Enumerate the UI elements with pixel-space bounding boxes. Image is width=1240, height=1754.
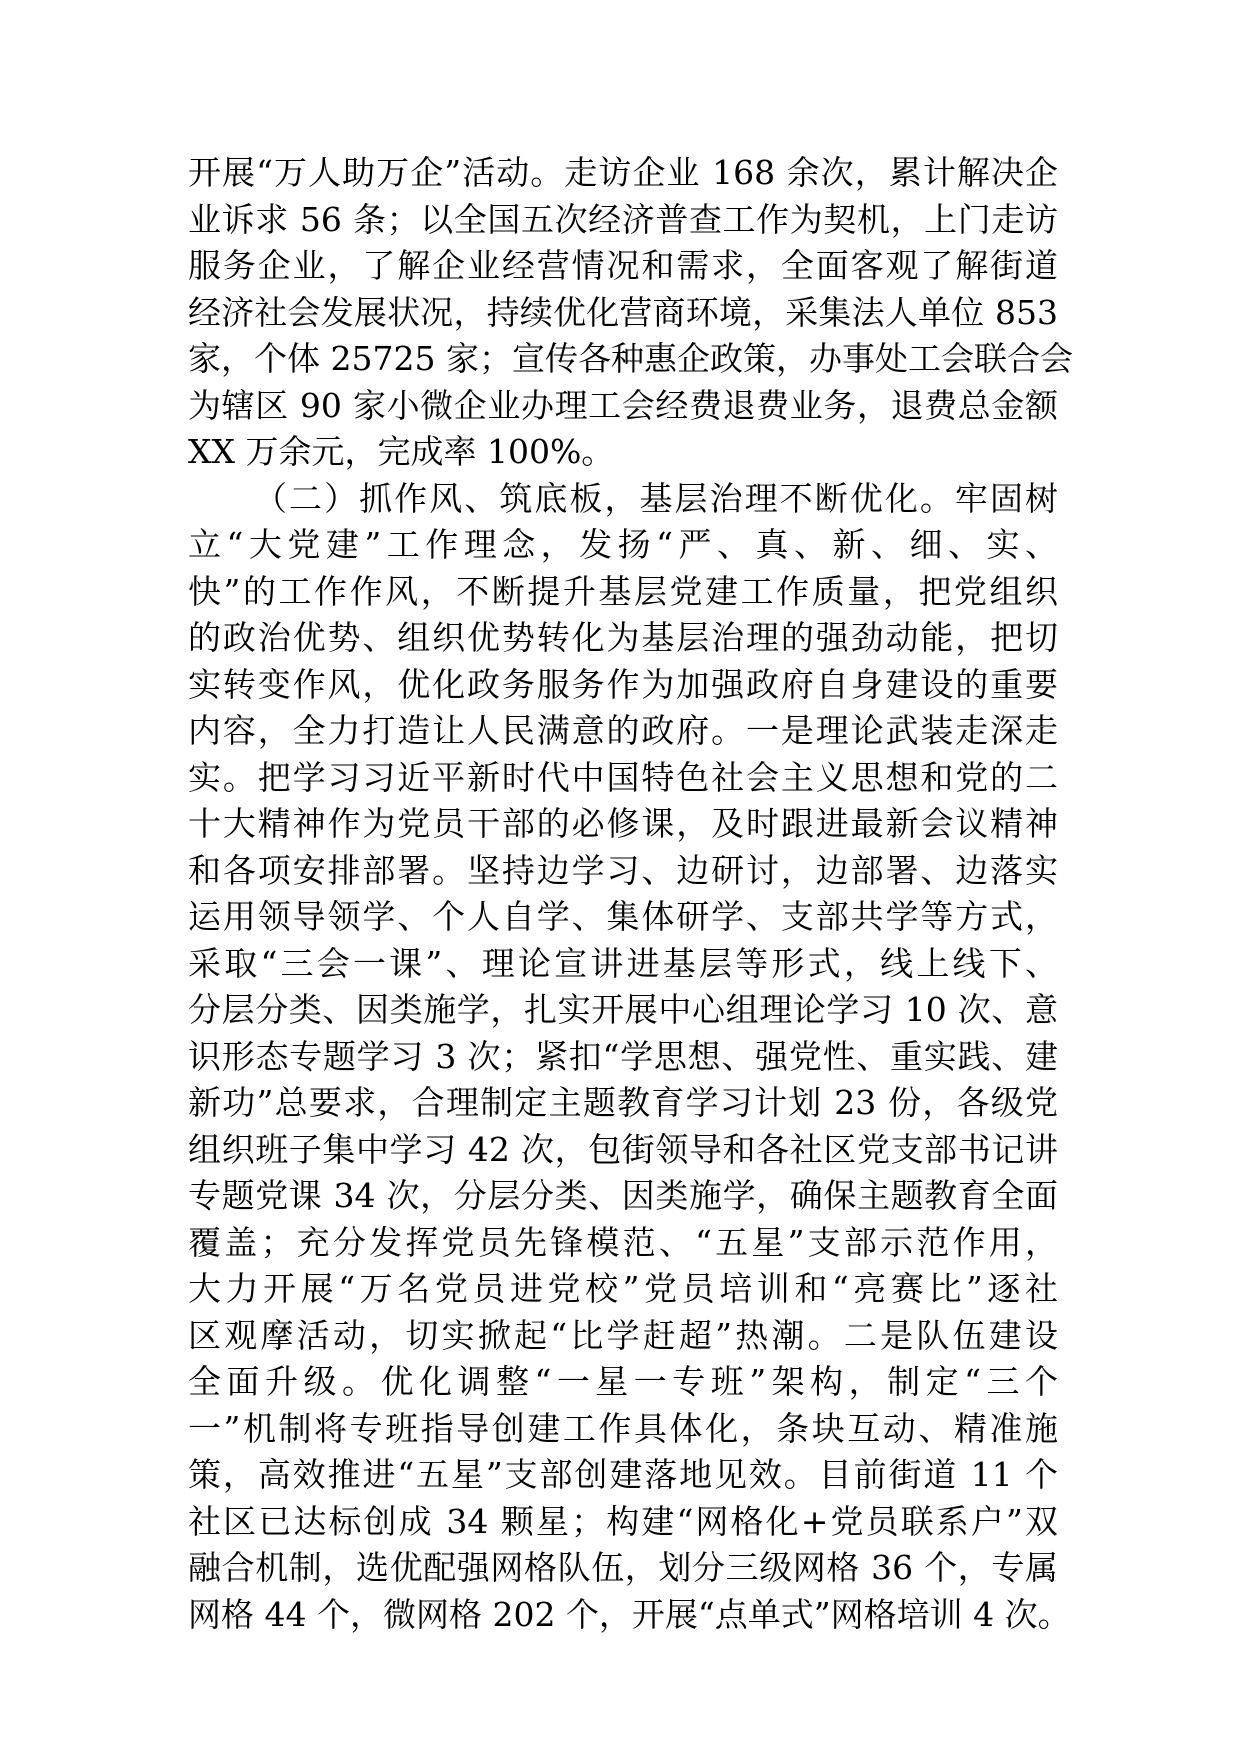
text-line: 为辖区 90 家小微企业办理工会经费退费业务，退费总金额 [188, 385, 1058, 425]
text-line: 实转变作风，优化政务服务作为加强政府自身建设的重要 [188, 664, 1058, 704]
text-line: 覆盖；充分发挥党员先锋模范、“五星”支部示范作用， [188, 1222, 1058, 1262]
text-line: 全面升级。优化调整“一星一专班”架构，制定“三个 [188, 1362, 1058, 1401]
text-line: 快”的工作作风，不断提升基层党建工作质量，把党组织 [188, 571, 1058, 611]
document-body [188, 150, 1073, 1638]
text-line: 融合机制，选优配强网格队伍，划分三级网格 36 个，专属 [188, 1548, 1058, 1587]
paragraph-grassroots-governance [188, 476, 1071, 1639]
paragraph-business-services [188, 150, 1073, 476]
text-line: 实。把学习习近平新时代中国特色社会主义思想和党的二 [188, 757, 1058, 797]
text-line: 专题党课 34 次，分层分类、因类施学，确保主题教育全面 [188, 1176, 1058, 1215]
text-line: 大力开展“万名党员进党校”党员培训和“亮赛比”逐社 [188, 1269, 1058, 1308]
text-line: 家，个体 25725 家；宣传各种惠企政策，办事处工会联合会 [188, 339, 1073, 378]
text-line: 运用领导领学、个人自学、集体研学、支部共学等方式， [188, 897, 1058, 936]
text-line: 一”机制将专班指导创建工作具体化，条块互动、精准施 [188, 1408, 1058, 1448]
text-line: 采取“三会一课”、理论宣讲进基层等形式，线上线下、 [188, 943, 1058, 983]
section-heading-line: （二）抓作风、筑底板，基层治理不断优化。牢固树 [254, 478, 1058, 518]
text-line: 经济社会发展状况，持续优化营商环境，采集法人单位 853 [188, 292, 1058, 332]
text-line: 业诉求 56 条；以全国五次经济普查工作为契机，上门走访 [188, 199, 1058, 239]
text-line: 的政治优势、组织优势转化为基层治理的强劲动能，把切 [188, 618, 1058, 657]
text-line: 十大精神作为党员干部的必修课，及时跟进最新会议精神 [188, 804, 1058, 843]
text-line: 立“大党建”工作理念，发扬“严、真、新、细、实、 [188, 525, 1058, 564]
text-line: 分层分类、因类施学，扎实开展中心组理论学习 10 次、意 [188, 990, 1058, 1029]
text-line: 组织班子集中学习 42 次，包街领导和各社区党支部书记讲 [188, 1129, 1058, 1169]
text-line: 社区已达标创成 34 颗星；构建“网格化+党员联系户”双 [188, 1501, 1058, 1541]
text-line: XX 万余元，完成率 100%。 [188, 432, 615, 471]
text-line: 服务企业，了解企业经营情况和需求，全面客观了解街道 [188, 246, 1058, 285]
text-line: 和各项安排部署。坚持边学习、边研讨，边部署、边落实 [188, 850, 1058, 890]
text-line: 识形态专题学习 3 次；紧扣“学思想、强党性、重实践、建 [188, 1036, 1058, 1076]
text-line: 开展“万人助万企”活动。走访企业 168 余次，累计解决企 [188, 153, 1058, 192]
text-line: 区观摩活动，切实掀起“比学赶超”热潮。二是队伍建设 [188, 1315, 1058, 1355]
text-line: 内容，全力打造让人民满意的政府。一是理论武装走深走 [188, 711, 1058, 750]
text-line: 新功”总要求，合理制定主题教育学习计划 23 份，各级党 [188, 1083, 1058, 1122]
text-line: 网格 44 个，微网格 202 个，开展“点单式”网格培训 4 次。 [188, 1594, 1071, 1634]
text-line: 策，高效推进“五星”支部创建落地见效。目前街道 11 个 [188, 1455, 1058, 1494]
